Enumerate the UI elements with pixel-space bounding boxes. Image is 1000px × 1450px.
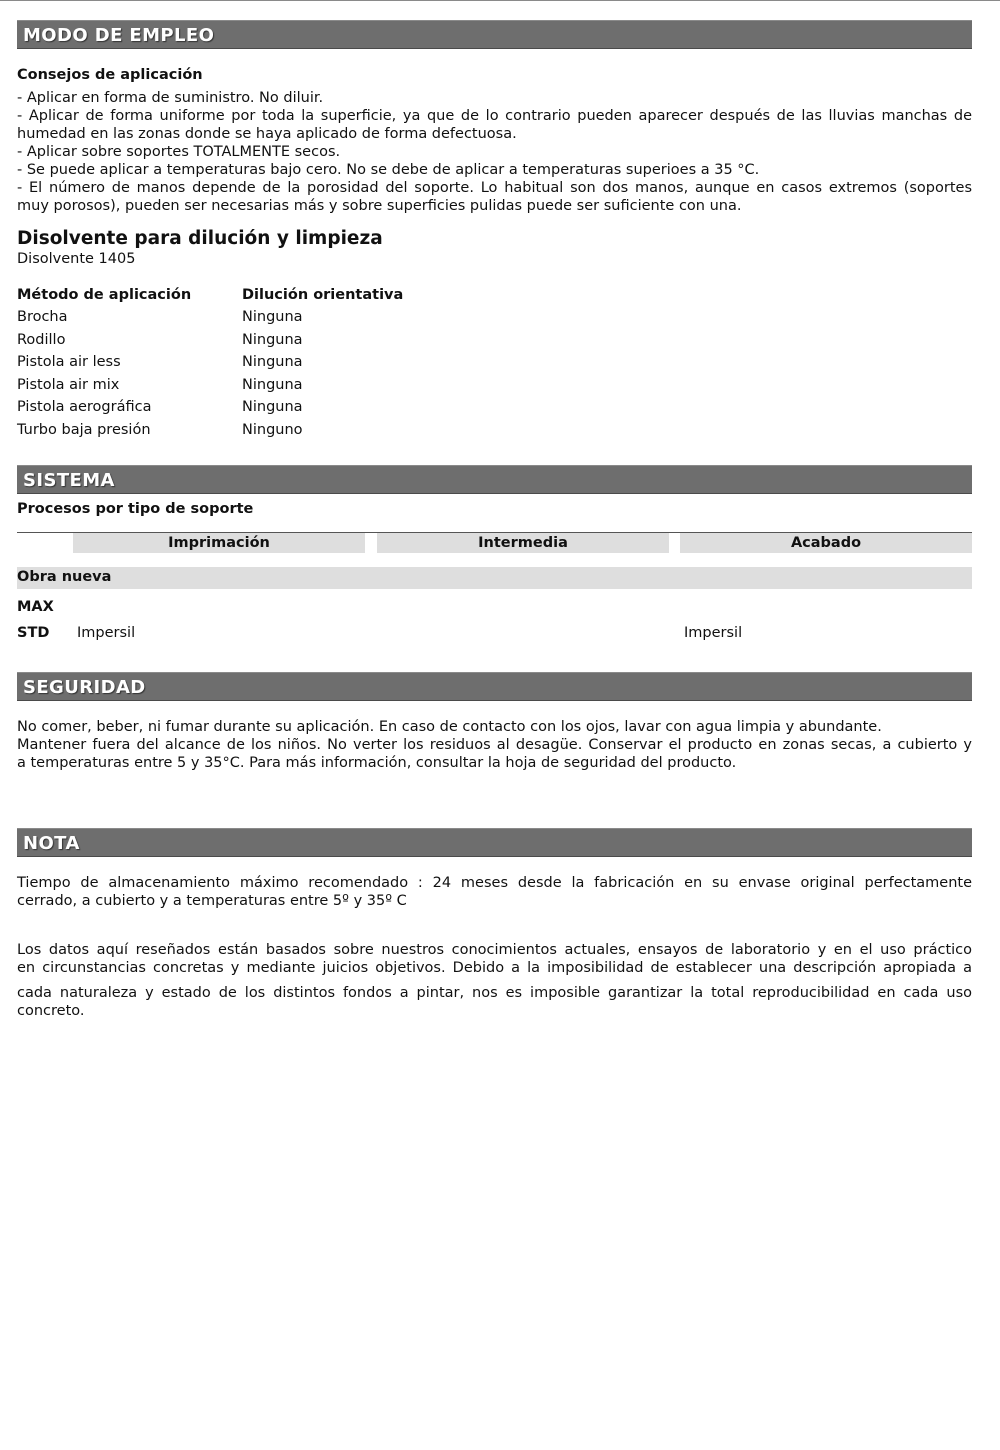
row-label-max: MAX	[17, 599, 54, 615]
procesos-title: Procesos por tipo de soporte	[17, 501, 254, 517]
seguridad-line: a temperaturas entre 5 y 35°C. Para más información, consultar la hoja de seguridad del producto.	[17, 755, 737, 771]
table-header-method: Método de aplicación	[17, 287, 192, 303]
consejos-line: - Se puede aplicar a temperaturas bajo cero. No se debe de aplicar a temperaturas superioes a 35 °C.	[17, 162, 760, 178]
seguridad-paragraph	[17, 718, 972, 772]
nota-line: concreto.	[17, 1003, 85, 1019]
consejos-line: humedad en las zonas donde se haya aplicado de forma defectuosa.	[17, 126, 517, 142]
nota-line: cerrado, a cubierto y a temperaturas entre 5º y 35º C	[17, 893, 407, 909]
method-cell: Pistola air mix	[17, 377, 120, 393]
group-row-obra-nueva: Obra nueva	[17, 567, 972, 589]
nota-line: cada naturaleza y estado de los distintos fondos a pintar, nos es imposible garantizar la total reproducibilidad en cada uso	[17, 985, 972, 1001]
consejos-title: Consejos de aplicación	[17, 67, 203, 83]
consejos-line: muy porosos), pueden ser necesarias más y sobre superficies pulidas puede ser suficiente con una.	[17, 198, 742, 214]
top-border	[0, 0, 1000, 1]
std-acabado-cell: Impersil	[684, 625, 743, 641]
nota-line: Tiempo de almacenamiento máximo recomendado : 24 meses desde la fabricación en su envase original perfectamente	[17, 875, 972, 891]
nota-paragraph-disclaimer-cont	[17, 984, 972, 1020]
consejos-line: - El número de manos depende de la porosidad del soporte. Lo habitual son dos manos, aunque en casos extremos (soportes	[17, 180, 972, 196]
consejos-paragraph	[17, 89, 972, 215]
consejos-line: - Aplicar en forma de suministro. No diluir.	[17, 90, 324, 106]
row-label-std: STD	[17, 625, 50, 641]
nota-line: en circunstancias concretas y mediante juicios objetivos. Debido a la imposibilidad de establecer una descripción apropiada a	[17, 960, 972, 976]
dilution-cell: Ninguna	[242, 354, 303, 370]
disolvente-value: Disolvente 1405	[17, 251, 136, 267]
nota-paragraph-storage	[17, 874, 972, 910]
column-header-intermedia: Intermedia	[377, 533, 669, 553]
method-cell: Turbo baja presión	[17, 422, 151, 438]
column-header-acabado: Acabado	[680, 533, 972, 553]
section-header-modo-empleo: MODO DE EMPLEO	[17, 20, 972, 49]
disolvente-title: Disolvente para dilución y limpieza	[17, 228, 383, 249]
dilution-cell: Ninguno	[242, 422, 303, 438]
seguridad-line: Mantener fuera del alcance de los niños. No verter los residuos al desagüe. Conservar el producto en zonas secas, a cubierto y	[17, 737, 972, 753]
method-cell: Pistola aerográfica	[17, 399, 152, 415]
table-header-dilution: Dilución orientativa	[242, 287, 404, 303]
method-cell: Pistola air less	[17, 354, 121, 370]
section-header-sistema: SISTEMA	[17, 465, 972, 494]
dilution-cell: Ninguna	[242, 377, 303, 393]
consejos-line: - Aplicar de forma uniforme por toda la superficie, ya que de lo contrario pueden aparecer después de las lluvias manchas de	[17, 108, 972, 124]
nota-line: Los datos aquí reseñados están basados sobre nuestros conocimientos actuales, ensayos de laboratorio y en el uso práctico	[17, 942, 972, 958]
dilution-cell: Ninguna	[242, 309, 303, 325]
method-cell: Brocha	[17, 309, 68, 325]
column-header-imprimacion: Imprimación	[73, 533, 365, 553]
dilution-cell: Ninguna	[242, 332, 303, 348]
method-cell: Rodillo	[17, 332, 66, 348]
section-header-seguridad: SEGURIDAD	[17, 672, 972, 701]
dilution-cell: Ninguna	[242, 399, 303, 415]
std-imprimacion-cell: Impersil	[77, 625, 136, 641]
consejos-line: - Aplicar sobre soportes TOTALMENTE secos.	[17, 144, 341, 160]
nota-paragraph-disclaimer	[17, 941, 972, 977]
seguridad-line: No comer, beber, ni fumar durante su aplicación. En caso de contacto con los ojos, lavar con agua limpia y abundante.	[17, 719, 882, 735]
section-header-nota: NOTA	[17, 828, 972, 857]
